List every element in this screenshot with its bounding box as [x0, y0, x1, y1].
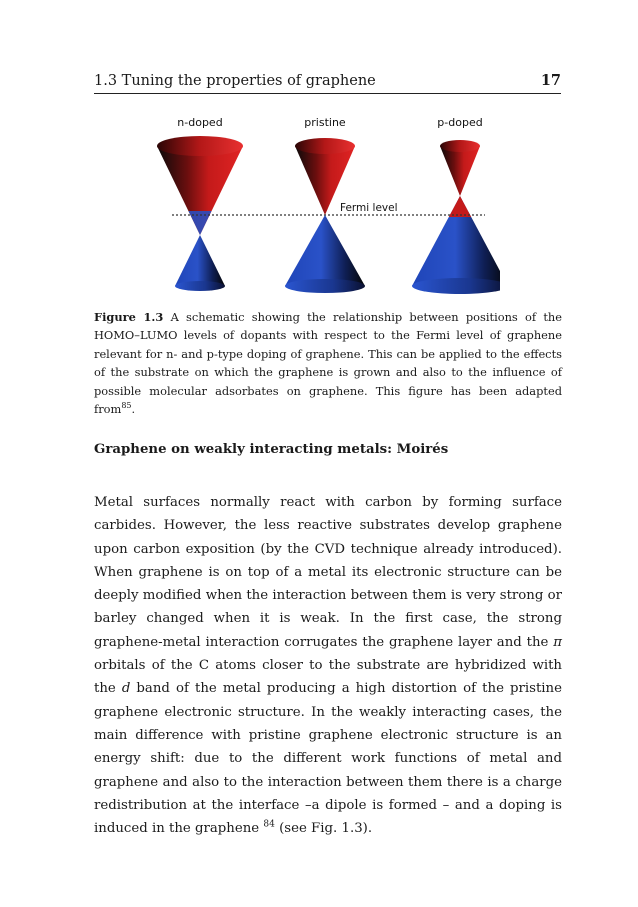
- label-pristine: pristine: [304, 116, 346, 129]
- p-doped-cones: [412, 140, 500, 294]
- caption-text: A schematic showing the relationship between positions of the HOMO–LUMO levels of dopants with respect to the Fermi level of graphene relevant for n- and p-type doping of graphene. This can be applied to the effects of the substrate on which the graphene is grown and also to the influence of possible molecular adsorbates on graphene. This figure has been adapted from: [94, 310, 562, 417]
- label-p-doped: p-doped: [437, 116, 483, 129]
- fermi-level-label: Fermi level: [340, 202, 398, 214]
- body-text-part-2: orbitals of the C atoms closer to the substrate are hybridized with the: [94, 658, 562, 697]
- body-text-part-4: (see Fig. 1.3).: [274, 821, 373, 837]
- figure-label: Figure 1.3: [94, 310, 164, 324]
- caption-reference: 85: [121, 401, 132, 411]
- body-text-part-3: band of the metal producing a high distortion of the pristine graphene electronic structure. In the weakly interacting cases, the main difference with pristine graphene electronic structure is an energy shift: due to the different work functions of metal and graphene and also to the interaction between them there is a charge redistribution at the interface –a dipole is formed – and a doping is induced in the graphene: [94, 681, 562, 837]
- body-text-part-1: Metal surfaces normally react with carbon by forming surface carbides. However, the less reactive substrates develop graphene upon carbon exposition (by the CVD technique already introduced). When graphene is on top of a metal its electronic structure can be deeply modified when the interaction between them is very strong or barley changed when it is weak. In the first case, the strong graphene-metal interaction corrugates the graphene layer and the: [94, 495, 562, 650]
- figure-caption: [94, 308, 562, 418]
- dirac-cones-svg: [150, 108, 500, 298]
- label-n-doped: n-doped: [177, 116, 223, 129]
- dirac-cones-figure: [150, 108, 500, 298]
- pi-symbol: π: [553, 634, 562, 650]
- page-number: 17: [540, 72, 561, 89]
- section-heading: Graphene on weakly interacting metals: Moirés: [94, 442, 449, 457]
- body-reference: 84: [263, 819, 275, 830]
- d-band-symbol: d: [121, 681, 131, 697]
- body-paragraph: [94, 491, 562, 840]
- n-doped-cones: [157, 136, 243, 291]
- running-title: 1.3 Tuning the properties of graphene: [94, 73, 376, 89]
- running-header: [94, 71, 561, 94]
- caption-end: .: [131, 402, 136, 417]
